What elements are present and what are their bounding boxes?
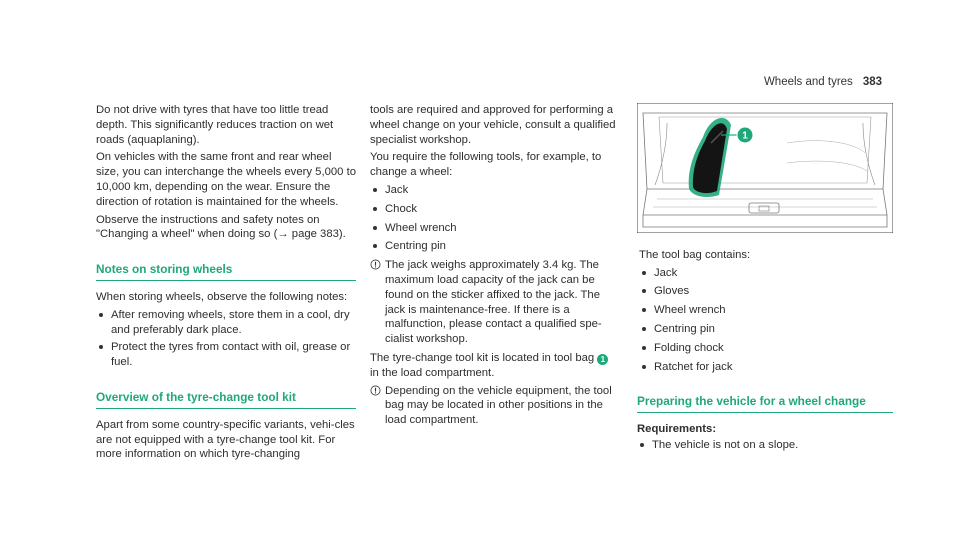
column-right xyxy=(637,103,893,457)
list-item: Centring pin xyxy=(370,239,620,254)
tool-bag-list xyxy=(639,266,893,375)
note-text: Depending on the vehicle equipment, the tool bag may be located in other positions in the load compartment. xyxy=(385,384,612,427)
list-item: Wheel wrench xyxy=(639,303,893,318)
paragraph: The tool bag contains: xyxy=(639,248,751,261)
text-run: in the load compartment. xyxy=(370,366,495,379)
list-item: Jack xyxy=(639,266,893,281)
storing-list xyxy=(96,308,356,370)
note-text: The jack weighs approximately 3.4 kg. The maximum load capacity of the jack can be found on the sticker affixed to the jack. The jack is maintenance-free. If there is a malfunction, please contact a qualified spe-cialist workshop. xyxy=(385,259,602,346)
paragraph: You require the following tools, for example, to change a wheel: xyxy=(370,151,602,179)
list-item: Jack xyxy=(370,183,620,198)
list-item: After removing wheels, store them in a cool, dry and preferably dark place. xyxy=(96,308,356,338)
page-number: 383 xyxy=(862,76,882,88)
list-item: The vehicle is not on a slope. xyxy=(637,438,893,453)
info-note xyxy=(370,258,620,347)
callout-badge: 1 xyxy=(597,354,608,365)
paragraph: tools are required and approved for performing a wheel change on your vehicle, consult a qualified specialist workshop. xyxy=(370,104,616,146)
tools-list xyxy=(370,183,620,254)
list-item: Centring pin xyxy=(639,322,893,337)
info-note-icon xyxy=(370,385,381,396)
column-left xyxy=(96,103,356,465)
figure-callout-label: 1 xyxy=(742,130,748,142)
load-compartment-illustration xyxy=(637,103,893,233)
requirements-list xyxy=(637,438,893,453)
column-middle xyxy=(370,103,620,432)
paragraph xyxy=(370,351,620,381)
list-item: Wheel wrench xyxy=(370,221,620,236)
list-item: Folding chock xyxy=(639,341,893,356)
paragraph: Observe the instructions and safety notes on "Changing a wheel" when doing so (→ page 383). xyxy=(96,213,346,241)
list-item: Ratchet for jack xyxy=(639,360,893,375)
paragraph: On vehicles with the same front and rear wheel size, you can interchange the wheels every 5,000 to 10,000 km, depending on the wear. Ensure the direction of rotation is maintained for the wheels. xyxy=(96,151,356,208)
section-heading-preparing: Preparing the vehicle for a wheel change xyxy=(637,394,893,413)
paragraph: Do not drive with tyres that have too little tread depth. This significantly reduces traction on wet roads (aquaplaning). xyxy=(96,104,334,146)
section-heading-overview: Overview of the tyre-change tool kit xyxy=(96,390,356,409)
list-item: Gloves xyxy=(639,284,893,299)
text-run: The tyre-change tool kit is located in tool bag xyxy=(370,351,595,364)
info-note-icon xyxy=(370,259,381,270)
section-title: Wheels and tyres xyxy=(763,76,853,88)
section-heading-storing: Notes on storing wheels xyxy=(96,262,356,281)
page-header xyxy=(764,76,882,88)
list-item: Protect the tyres from contact with oil, grease or fuel. xyxy=(96,340,356,370)
requirements-label: Requirements: xyxy=(637,423,717,436)
paragraph: Apart from some country-specific variants, vehi-cles are not equipped with a tyre-change tool kit. For more information on which tyre-changing xyxy=(96,418,355,461)
list-item: Chock xyxy=(370,202,620,217)
info-note xyxy=(370,384,620,428)
paragraph: When storing wheels, observe the following notes: xyxy=(96,290,348,303)
